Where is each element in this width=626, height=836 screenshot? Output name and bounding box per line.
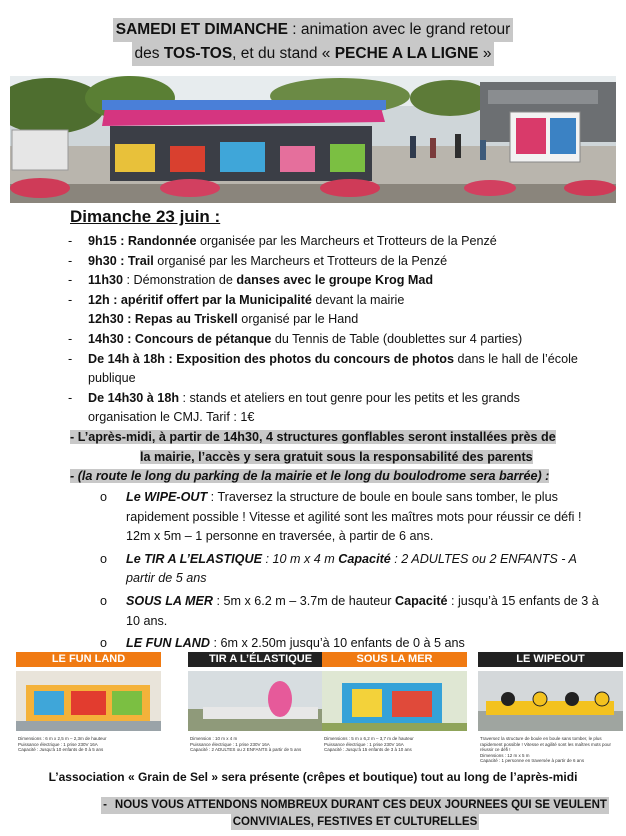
card-label: LE WIPEOUT [478, 652, 623, 667]
card-wipeout [478, 652, 623, 767]
card-info: Traversez la structure de boule en boule sans tomber, le plus rapidement possible ! Vitesse et agilité sont les maîtres mots pour réussir ce défi ! Dimensions : 12 m x 5 m Capacité : 1 personne en traversée à partir de 6 ans [480, 736, 611, 763]
card-info: Dimension : 10 m x 4 m Puissance électrique : 1 prise 230V 16A Capacité : 2 ADULTES ou 2 ENFANTS à partir de 5 ans [190, 736, 302, 752]
schedule-item: - 9h30 : Trail organisé par les Marcheurs et Trotteurs de la Penzé [68, 253, 448, 268]
day-title: Dimanche 23 juin : [70, 207, 221, 226]
card-info: Dimensions : 6 m x 2,5 m – 2,3m de hauteur Puissance électrique : 1 prise 230V 16A Capacité : Jusqu’à 10 enfants de 0 à 5 ans [18, 736, 107, 752]
card-info: Dimensions : 5 m x 6,2 m – 3,7 m de hauteur Puissance électrique : 1 prise 230V 16A Capacité : Jusqu’à 15 enfants de 3 à 10 ans [324, 736, 414, 752]
structures-list [100, 488, 600, 654]
schedule-item: - De 14h30 à 18h : stands et ateliers en tout genre pour les petits et les grands organisation le CMJ. Tarif : 1€ [68, 390, 520, 425]
card-fun-land [16, 652, 161, 767]
sous-la-mer-image [322, 671, 467, 731]
card-sous-la-mer [322, 652, 467, 767]
card-label: SOUS LA MER [322, 652, 467, 667]
card-label: LE FUN LAND [16, 652, 161, 667]
schedule-item: 12h30 : Repas au Triskell organisé par le Hand [88, 312, 359, 327]
fairground-photo [10, 76, 616, 203]
tir-elastique-image [188, 671, 333, 731]
wipeout-image [478, 671, 623, 731]
closing-message: - NOUS VOUS ATTENDONS NOMBREUX DURANT CES DEUX JOURNEES QUI SE VEULENT CONVIVIALES, FESTIVES ET CULTURELLES [100, 797, 610, 830]
schedule-item: - De 14h à 18h : Exposition des photos du concours de photos dans le hall de l’école publique [68, 351, 578, 386]
fun-land-image [16, 671, 161, 731]
inflatables-line-2: la mairie, l’accès y sera gratuit sous la responsabilité des parents [140, 449, 533, 464]
header [0, 18, 626, 66]
card-tir-elastique [188, 652, 333, 767]
structure-item: o Le WIPE-OUT : Traversez la structure de boule en boule sans tomber, le plus rapidement possible ! Vitesse et agilité sont les maîtres mots pour réussir ce défi ! 12m x 5m – 1 personne en traversée, à partir de 6 ans. [100, 490, 582, 544]
structure-item: o Le TIR A L’ELASTIQUE : 10 m x 4 m Capacité : 2 ADULTES ou 2 ENFANTS - A partir de 5 ans [100, 551, 577, 586]
header-line-1: SAMEDI ET DIMANCHE : animation avec le grand retour [113, 18, 514, 42]
structure-item: o LE FUN LAND : 6m x 2.50m jusqu’à 10 enfants de 0 à 5 ans [100, 636, 465, 651]
inflatables-line-1: - L’après-midi, à partir de 14h30, 4 structures gonflables seront installées près de [70, 430, 556, 444]
schedule-item: - 12h : apéritif offert par la Municipalité devant la mairie [68, 292, 405, 307]
inflatables-notice [70, 428, 590, 487]
schedule-list [68, 232, 588, 428]
header-line-2: des TOS-TOS, et du stand « PECHE A LA LIGNE » [132, 42, 495, 66]
schedule-item: - 9h15 : Randonnée organisée par les Marcheurs et Trotteurs de la Penzé [68, 234, 497, 248]
schedule-item: - 14h30 : Concours de pétanque du Tennis de Table (doublettes sur 4 parties) [68, 331, 523, 346]
card-label: TIR A L’ÉLASTIQUE [188, 652, 333, 667]
structure-item: o SOUS LA MER : 5m x 6.2 m – 3.7m de hauteur Capacité : jusqu’à 15 enfants de 3 à 10 ans. [100, 593, 599, 628]
structure-cards [16, 652, 616, 767]
inflatables-line-3: - (la route le long du parking de la mairie et le long du boulodrome sera barrée) : [70, 469, 550, 484]
schedule-item: - 11h30 : Démonstration de danses avec le groupe Krog Mad [68, 273, 434, 288]
association-note: L’association « Grain de Sel » sera présente (crêpes et boutique) tout au long de l’après-midi [48, 770, 578, 784]
